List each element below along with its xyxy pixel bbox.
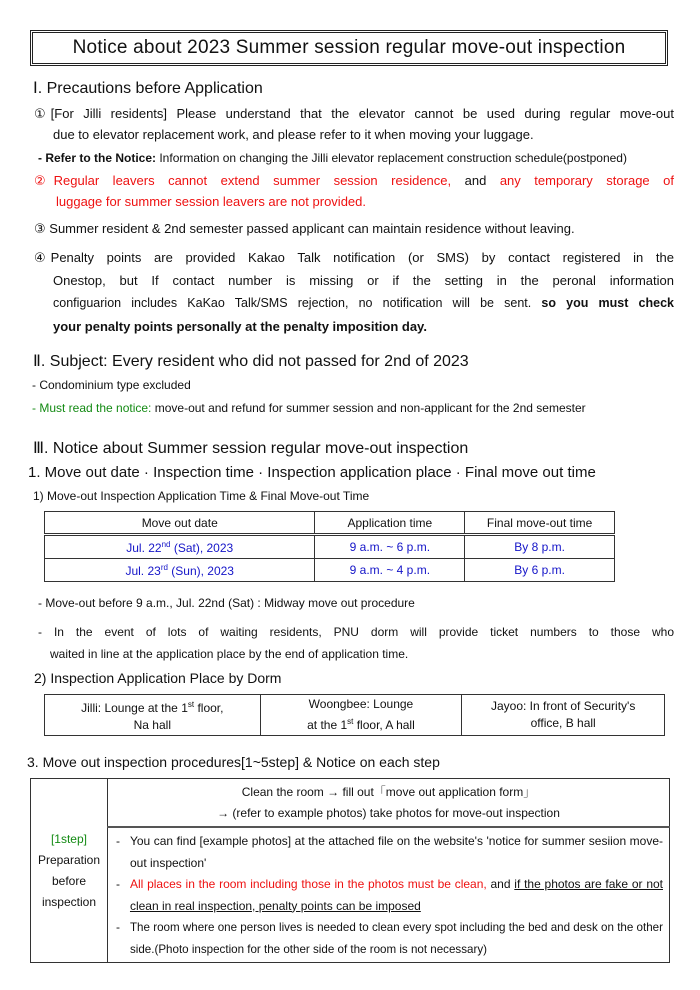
section1-item4: ④ Penalty points are provided Kakao Talk notification (or SMS) by contact registered in the Onestop, but If contact number is missing or if the setting in the peronal information configuarion includes KaKao Talk/SMS rejection, no notification will be sent. so you must check your penalty points personally at the penalty imposition day. [34, 250, 675, 334]
step-label: [1step] [50, 831, 87, 846]
col-final-move-out: Final move-out time [465, 512, 615, 535]
section3-sub1-1: 1) Move-out Inspection Application Time & Final Move-out Time [33, 489, 370, 503]
section3-sub1: 1. Move out date · Inspection time · Inspection application place · Final move out time [28, 464, 596, 481]
place-woongbee: Woongbee: Lounge at the 1st floor, A hall [260, 695, 462, 736]
section1-item2 [34, 173, 674, 209]
refer-notice-line [38, 151, 627, 165]
place-jayoo: Jayoo: In front of Security's office, B hall [462, 695, 665, 736]
section1-item1 [34, 106, 674, 142]
col-move-out-date: Move out date [45, 512, 315, 535]
section2-bullet2: - Must read the notice: move-out and refund for summer session and non-applicant for the 2nd semester [32, 401, 586, 415]
section3-sub3: 3. Move out inspection procedures[1~5step] & Notice on each step [27, 754, 440, 770]
refer-prefix: - Refer to the Notice: [38, 151, 157, 165]
item2-marker: ② [34, 173, 46, 188]
section1-heading: Ⅰ. Precautions before Application [33, 80, 263, 97]
step-notes-cell [107, 827, 669, 963]
note-ticket: - In the event of lots of waiting residents, PNU dorm will provide ticket numbers to those who waited in line at the application place by the end of application time. [38, 625, 674, 661]
step-note: - The room where one person lives is needed to clean every spot including the bed and desk on the other side.(Photo inspection for the other side of the room is not necessary) [115, 920, 663, 956]
place-jilli: Jilli: Lounge at the 1st floor, Na hall [45, 695, 261, 736]
section3-heading: Ⅲ. Notice about Summer session regular move-out inspection [33, 440, 469, 457]
section2-heading: Ⅱ. Subject: Every resident who did not passed for 2nd of 2023 [33, 353, 469, 370]
step-cell: [1step] Preparation before inspection [31, 779, 108, 963]
item1-line2: due to elevator replacement work, and please refer to it when moving your luggage. [53, 127, 534, 142]
procedure-table [30, 778, 670, 963]
item1-line1: [For Jilli residents] Please understand that the elevator cannot be used during regular move-out [50, 106, 674, 121]
section2-bullet1: - Condominium type excluded [32, 378, 191, 392]
schedule-table [44, 511, 615, 582]
item2-line1: Regular leavers cannot extend summer session residence, and any temporary storage of [53, 173, 674, 188]
schedule-row: Jul. 22nd (Sat), 2023 9 a.m. ~ 6 p.m. By 8 p.m. [45, 535, 615, 559]
step-note: - You can find [example photos] at the attached file on the website's 'notice for summer sesiion move-out inspection' [115, 834, 663, 870]
schedule-row: Jul. 23rd (Sun), 2023 9 a.m. ~ 4 p.m. By 6 p.m. [45, 559, 615, 582]
refer-text[interactable]: Information on changing the Jilli elevator replacement construction schedule(postponed) [156, 151, 627, 165]
schedule-header-row [45, 512, 615, 535]
item1-marker: ① [34, 106, 46, 121]
step-note: - All places in the room including those in the photos must be clean, and if the photos are fake or not clean in real inspection, penalty points can be imposed [115, 877, 663, 913]
page-title: Notice about 2023 Summer session regular move-out inspection [72, 37, 626, 58]
note-midway: - Move-out before 9 a.m., Jul. 22nd (Sat) : Midway move out procedure [38, 596, 415, 610]
section3-sub1-2: 2) Inspection Application Place by Dorm [34, 670, 282, 686]
title-box [30, 30, 668, 66]
step-flow-cell: Clean the room → fill out「move out application form」 → (refer to example photos) take photos for move-out inspection [107, 779, 669, 828]
item2-line2: luggage for summer session leavers are not provided. [56, 194, 366, 209]
section1-item3: ③ Summer resident & 2nd semester passed applicant can maintain residence without leaving. [34, 221, 575, 236]
place-table [44, 694, 665, 736]
col-application-time: Application time [315, 512, 465, 535]
